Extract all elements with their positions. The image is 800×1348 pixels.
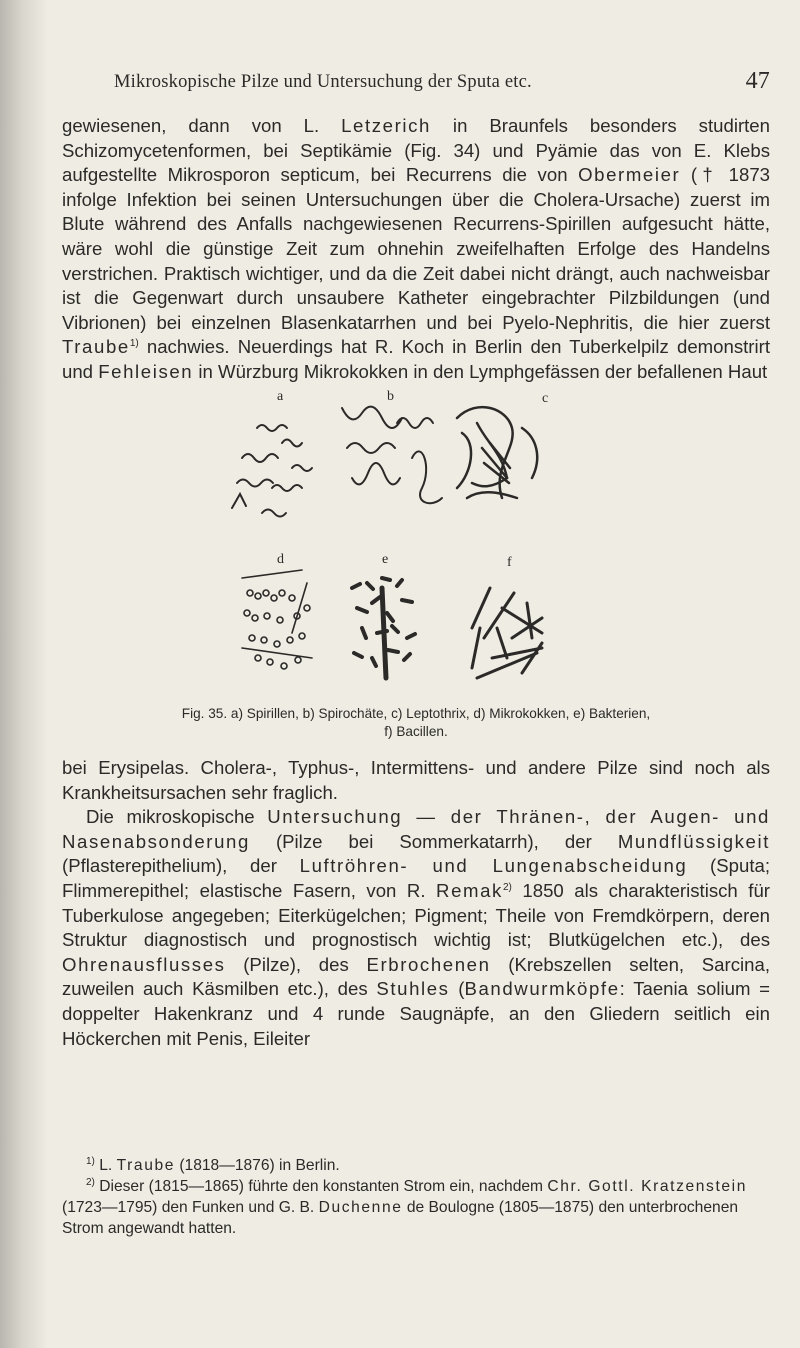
- footnote-1: [62, 1155, 770, 1176]
- figure-label-c: c: [542, 391, 549, 406]
- bacillen-drawing: [472, 588, 542, 678]
- figure-label-e: e: [382, 552, 389, 567]
- person-name: Traube: [116, 1157, 176, 1174]
- page-edge-shadow: [0, 0, 48, 1348]
- text: (Pilze), des: [225, 953, 367, 975]
- person-name: Remak: [436, 879, 503, 901]
- footnote-2: [62, 1176, 770, 1239]
- paragraph-top: [62, 114, 770, 385]
- footnotes: [62, 1155, 770, 1239]
- person-name: Fehleisen: [98, 360, 194, 382]
- text: Die mikroskopische: [86, 806, 268, 828]
- emphasis: Ohrenausflusses: [62, 953, 226, 975]
- emphasis: Stuhles: [376, 978, 450, 1000]
- mikrokokken-drawing: [242, 570, 312, 669]
- footnote-mark: 2): [86, 1176, 95, 1188]
- figure-label-b: b: [387, 389, 394, 404]
- emphasis: Luftröhren- und Lungenabscheidung: [299, 855, 688, 877]
- person-name: Traube: [62, 336, 130, 358]
- paragraph-bottom: [62, 756, 770, 1051]
- text: (1723—1795) den Funken und G. B.: [62, 1199, 319, 1216]
- text: Dieser (1815—1865) führte den konstanten Strom ein, nachdem: [94, 1178, 548, 1195]
- leptothrix-drawing: [457, 407, 537, 498]
- person-name: Letzerich: [341, 115, 431, 136]
- bakterien-drawing: [352, 578, 415, 678]
- text: L.: [94, 1157, 117, 1174]
- caption-line-1: Fig. 35. a) Spirillen, b) Spirochäte, c) Leptothrix, d) Mikrokokken, e) Bakterien,: [181, 706, 651, 721]
- text: (Pilze bei Sommerkatarrh), der: [249, 830, 618, 852]
- text: (Pflasterepithelium), der: [62, 855, 300, 877]
- text: (Krebszellen selten, Sarcina, zuweilen auch Käsmilben etc.), des: [62, 953, 770, 1000]
- running-title: Mikroskopische Pilze und Untersuchung der Sputa etc.: [114, 72, 532, 92]
- figure-label-d: d: [277, 552, 284, 567]
- person-name: Obermeier: [578, 164, 681, 186]
- emphasis: Erbrochenen: [366, 953, 491, 975]
- text: († 1873 infolge Infektion bei seinen Untersuchungen über die Cholera-Ursache) zuerst im Blute während des Anfalls nachgewiesenen Recurrens-Spirillen aufgesucht hätte, wäre wohl die günstige Zeit zum ohnehin zweifelhaften Erfolge des Handelns verstrichen. Praktisch wichtiger, und da die Zeit dabei nicht drängt, auch nachweisbar ist die Gegenwart durch unsaubere Katheter eingebrachter Pilzbildungen (und Vibrionen) bei einzelnen Blasenkatarrhen und bei Pyelo-Nephritis, die hier zuerst: [62, 164, 771, 333]
- footnote-ref: 1): [129, 338, 139, 350]
- figure-35-illustration: [222, 388, 592, 688]
- emphasis: Untersuchung — der Thränen-, der Augen- und Nasenabsonderung: [62, 806, 770, 852]
- footnote-mark: 1): [86, 1155, 95, 1167]
- spirillen-drawing: [232, 425, 312, 517]
- page-number: 47: [745, 68, 770, 94]
- spirochaete-drawing: [342, 407, 442, 504]
- figure-label-a: a: [277, 389, 284, 404]
- person-name: Chr. Gottl. Kratzenstein: [547, 1178, 747, 1195]
- text: 1850 als charakteristisch für Tuberkulose angegeben; Eiterkügelchen; Pigment; Theile von Fremdkörpern, deren Struktur diagnostisch und prognostisch wichtig ist; Blutkügelchen etc.), des: [62, 879, 770, 951]
- text: in Braunfels besonders studirten Schizomycetenformen, bei Septikämie (Fig. 34) und Pyämie das von E. Klebs aufgestellte Mikrosporon septicum, bei Recurrens die von: [62, 115, 770, 186]
- text: : Taenia solium = doppelter Hakenkranz und 4 runde Saugnäpfe, an den Gliedern seitlich ein Höckerchen mit Penis, Eileiter: [62, 978, 770, 1049]
- person-name: Duchenne: [318, 1199, 403, 1216]
- text: in Würzburg Mikrokokken in den Lymphgefässen der befallenen Haut: [193, 360, 768, 382]
- footnote-ref: 2): [502, 881, 512, 893]
- text: (: [449, 978, 465, 1000]
- text: (Sputa; Flimmerepithel; elastische Fasern, von R.: [62, 855, 771, 901]
- emphasis: Mundflüssigkeit: [617, 830, 770, 852]
- figure-label-f: f: [507, 555, 512, 570]
- caption-line-2: f) Bacillen.: [384, 724, 448, 739]
- text: nachwies. Neuerdings hat R. Koch in Berlin den Tuberkelpilz demonstrirt und: [62, 336, 770, 382]
- text: bei Erysipelas. Cholera-, Typhus-, Intermittens- und andere Pilze sind noch als Krankheitsursachen sehr fraglich.: [62, 757, 770, 803]
- emphasis: Bandwurmköpfe: [464, 978, 620, 1000]
- text: gewiesenen, dann von L.: [62, 115, 342, 136]
- running-header: [114, 68, 770, 94]
- figure-caption: [62, 705, 770, 741]
- text: de Boulogne (1805—1875) den unterbrochenen Strom angewandt hatten.: [62, 1199, 739, 1237]
- text: (1818—1876) in Berlin.: [175, 1157, 340, 1174]
